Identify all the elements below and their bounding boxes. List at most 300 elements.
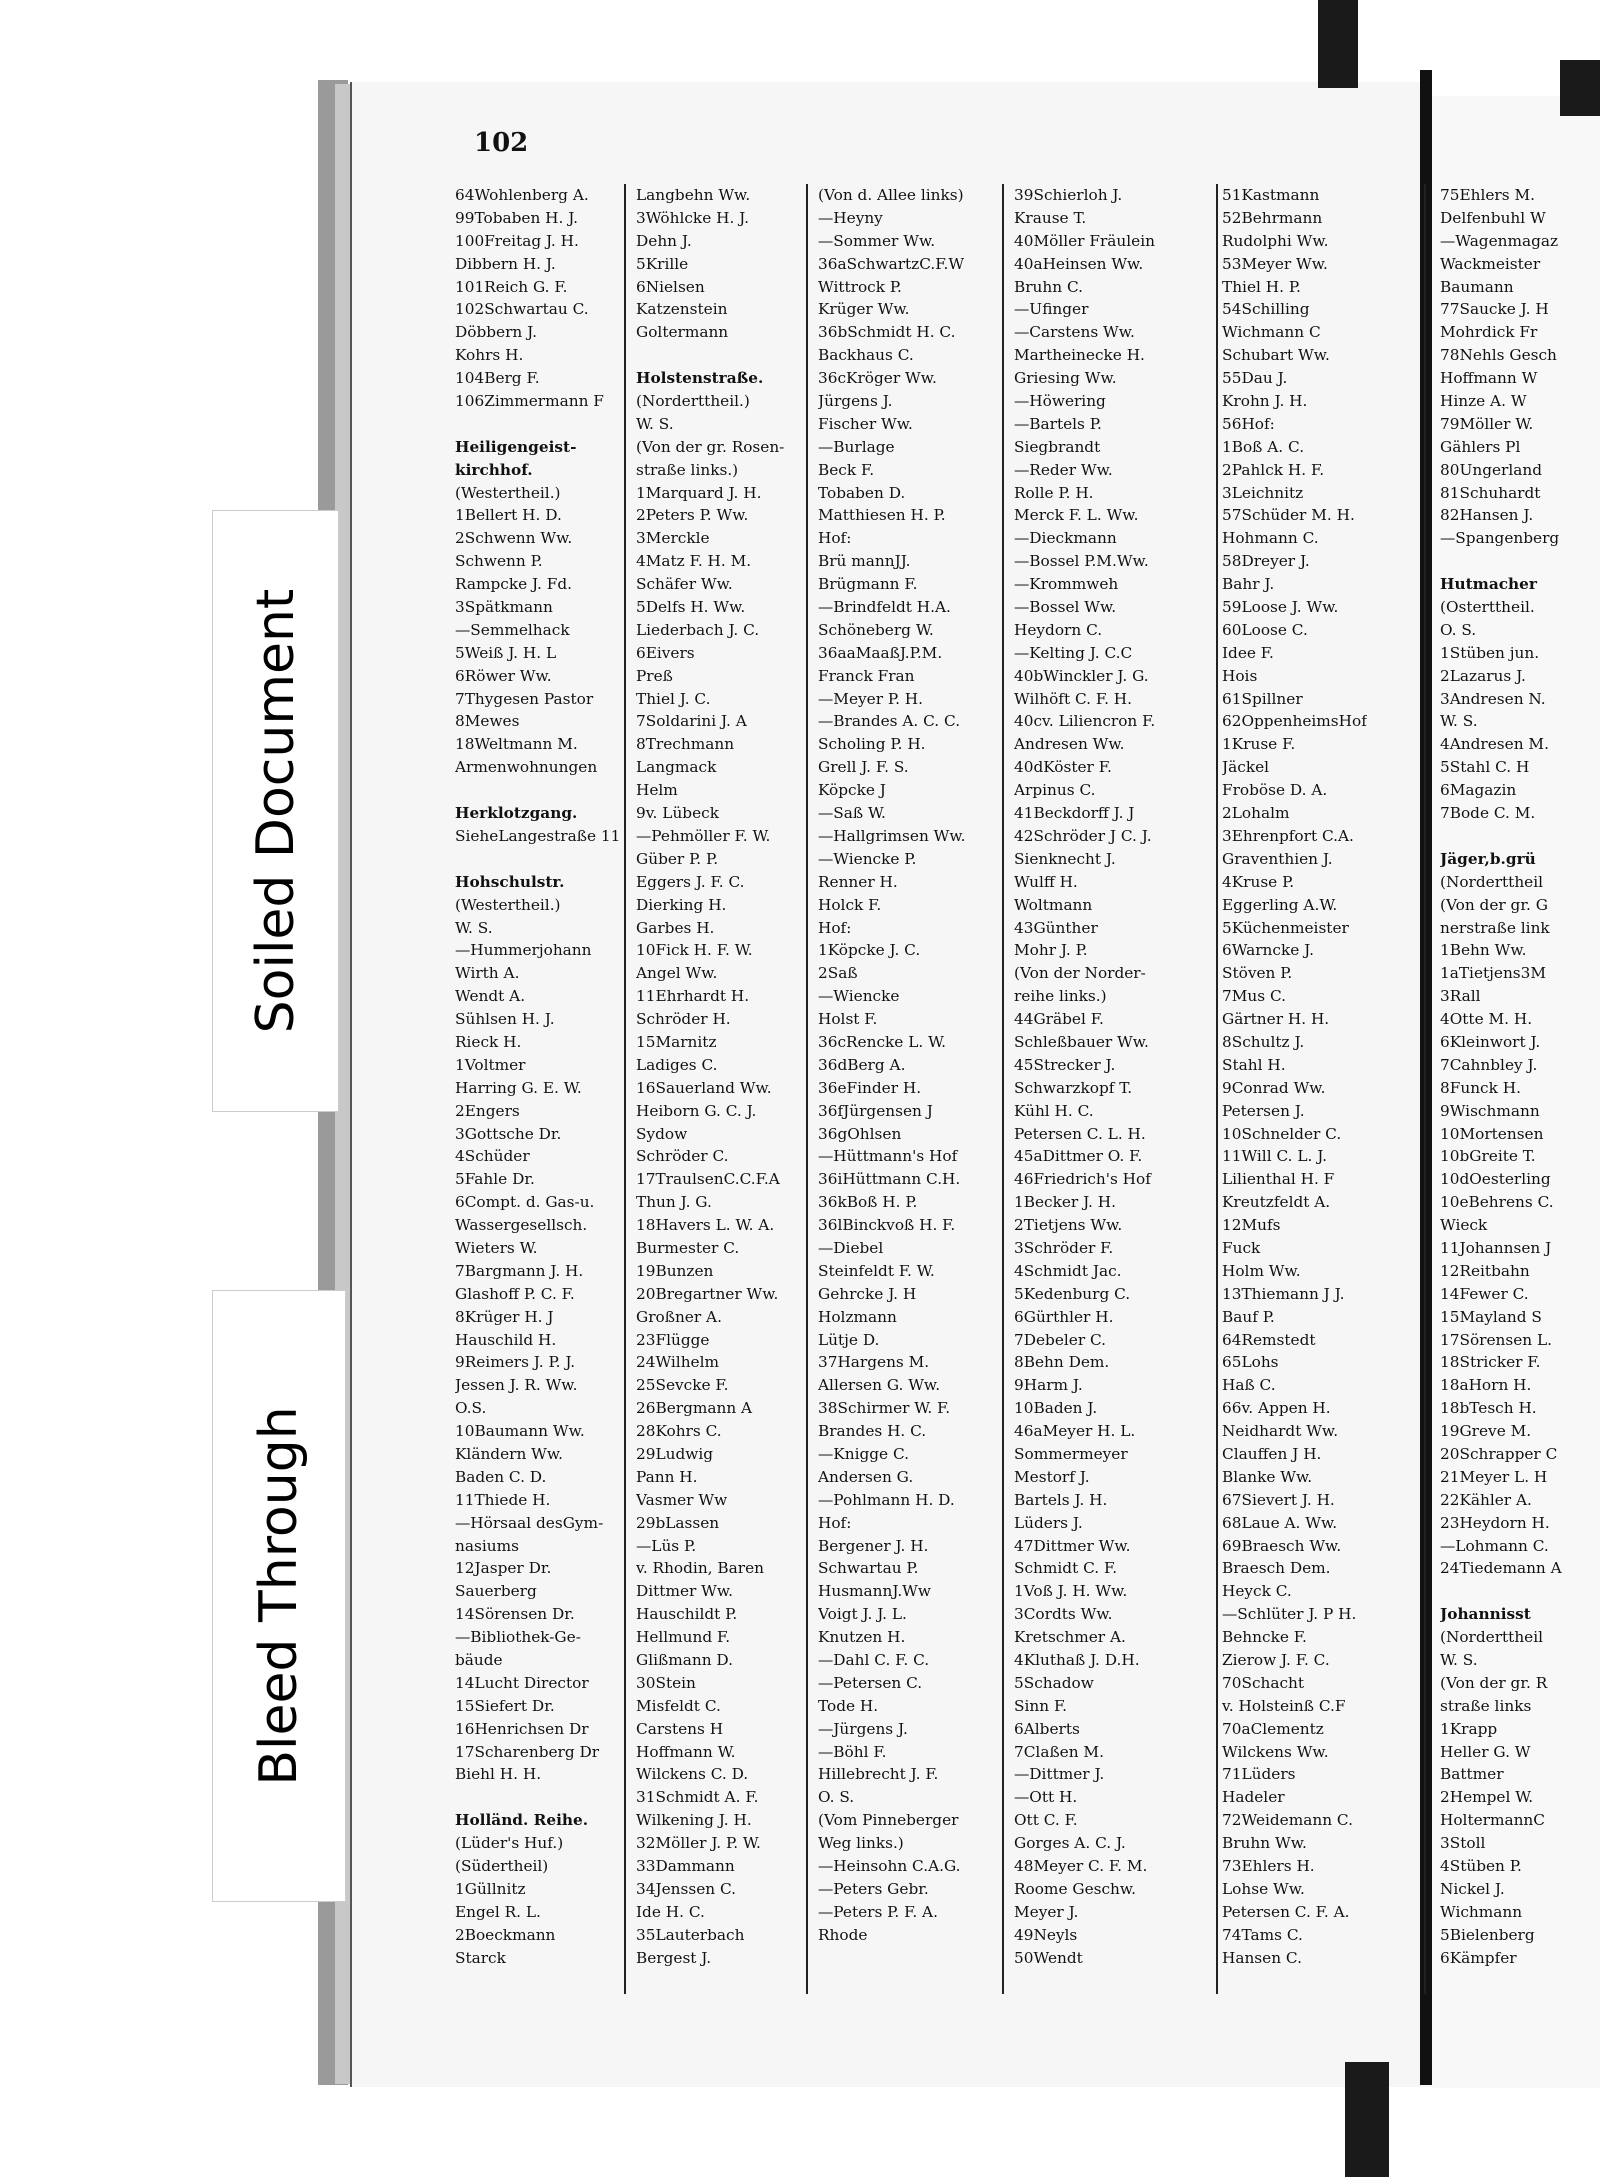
column-rule [624, 184, 626, 1994]
directory-line: Rieck H. [455, 1032, 522, 1051]
directory-line: 19Bunzen [636, 1261, 714, 1280]
directory-line: 1Kruse F. [1222, 735, 1296, 754]
directory-line: Nickel J. [1440, 1879, 1505, 1898]
directory-line: 3Stoll [1440, 1834, 1486, 1853]
directory-line: 18Weltmann M. [455, 735, 578, 754]
directory-line: 36bSchmidt H. C. [818, 323, 956, 342]
directory-line: 11Thiede H. [455, 1490, 551, 1509]
directory-line: Güber P. P. [636, 849, 719, 868]
directory-line: 57Schüder M. H. [1222, 506, 1355, 525]
directory-line: Dehn J. [636, 231, 692, 250]
directory-line: 77Saucke J. H [1440, 300, 1549, 319]
directory-line: 6Röwer Ww. [455, 666, 552, 685]
directory-line: 45aDittmer O. F. [1014, 1147, 1143, 1166]
directory-line: 1Stüben jun. [1440, 643, 1540, 662]
directory-line: Mestorf J. [1014, 1467, 1090, 1486]
directory-line: 18Havers L. W. A. [636, 1216, 775, 1235]
directory-line: —Reder Ww. [1014, 460, 1113, 479]
directory-line: Wieck [1440, 1216, 1488, 1235]
directory-line: 2Boeckmann [455, 1925, 556, 1944]
directory-line: 35Lauterbach [636, 1925, 745, 1944]
directory-line: 9Conrad Ww. [1222, 1078, 1326, 1097]
directory-line: Glißmann D. [636, 1651, 733, 1669]
directory-line: —Bibliothek-Ge- [455, 1628, 581, 1647]
directory-line: Starck [455, 1948, 506, 1967]
directory-line: 40dKöster F. [1014, 758, 1112, 777]
directory-line: Clauffen J H. [1222, 1444, 1322, 1463]
directory-line: 44Gräbel F. [1014, 1010, 1104, 1029]
directory-line: 36aaMaaßJ.P.M. [818, 643, 943, 662]
directory-line: —Pehmöller F. W. [636, 826, 771, 845]
directory-line: Brü mannJJ. [818, 552, 911, 571]
directory-line: —Ott H. [1014, 1788, 1078, 1807]
directory-line: Hinze A. W [1440, 392, 1527, 411]
directory-line: 102Schwartau C. [455, 300, 589, 319]
directory-line: 1Bellert H. D. [455, 506, 562, 525]
directory-line: 73Ehlers H. [1222, 1857, 1315, 1876]
directory-line: 2Peters P. Ww. [636, 506, 749, 525]
directory-line: Woltmann [1014, 895, 1093, 914]
directory-line: Biehl H. H. [455, 1765, 542, 1784]
directory-line: Wilckens Ww. [1222, 1742, 1329, 1761]
directory-line: 6Magazin [1440, 781, 1517, 800]
directory-line: Preß [636, 666, 673, 685]
directory-line: Holck F. [818, 895, 882, 914]
directory-line: Rolle P. H. [1014, 483, 1094, 502]
directory-line: Engel R. L. [455, 1902, 541, 1921]
directory-line: Hof: [818, 1513, 852, 1532]
directory-line: 4Kluthaß J. D.H. [1014, 1651, 1140, 1669]
directory-line: 24Tiedemann A [1440, 1559, 1562, 1578]
directory-line [455, 413, 620, 436]
directory-line: 3Spätkmann [455, 598, 553, 617]
directory-line: Rudolphi Ww. [1222, 231, 1329, 250]
directory-line: 11Ehrhardt H. [636, 987, 750, 1006]
bleed-through-text: Bleed Through [249, 1406, 309, 1786]
directory-line: Scholing P. H. [818, 735, 926, 754]
directory-line: Ladiges C. [636, 1055, 718, 1074]
directory-line: nerstraße link [1440, 918, 1550, 937]
directory-line: 64Wohlenberg A. [455, 186, 589, 204]
directory-line: Hof: [818, 918, 852, 937]
directory-line: 104Berg F. [455, 369, 540, 388]
directory-line: Hoffmann W. [636, 1742, 736, 1761]
directory-line: 1Boß A. C. [1222, 437, 1305, 456]
directory-line: Gählers Pl [1440, 437, 1521, 456]
directory-line: Petersen C. F. A. [1222, 1902, 1350, 1921]
directory-line: Ott C. F. [1014, 1811, 1078, 1830]
directory-line: 2Schwenn Ww. [455, 529, 573, 548]
directory-line: Heller G. W [1440, 1742, 1531, 1761]
directory-line: —Hallgrimsen Ww. [818, 826, 966, 845]
directory-line: Misfeldt C. [636, 1696, 721, 1715]
directory-line: 7Bargmann J. H. [455, 1261, 584, 1280]
directory-line: 26Bergmann A [636, 1399, 753, 1418]
directory-line: 4Otte M. H. [1440, 1010, 1533, 1029]
directory-line: Hansen C. [1222, 1948, 1302, 1967]
directory-line: Johannisst [1440, 1605, 1531, 1624]
directory-line: 10Fick H. F. W. [636, 941, 753, 960]
directory-line: 30Stein [636, 1673, 696, 1692]
column-rule [1002, 184, 1004, 1994]
directory-line: 10Mortensen [1440, 1124, 1544, 1143]
directory-line: Sauerberg [455, 1582, 537, 1601]
directory-line: Jessen J. R. Ww. [455, 1376, 578, 1395]
directory-line: 59Loose J. Ww. [1222, 598, 1339, 617]
directory-line: 40bWinckler J. G. [1014, 666, 1149, 685]
directory-line: —Spangenberg [1440, 529, 1560, 548]
directory-line: Hadeler [1222, 1788, 1285, 1807]
directory-line: 2Pahlck H. F. [1222, 460, 1325, 479]
directory-line: Sinn F. [1014, 1696, 1068, 1715]
directory-line: 66v. Appen H. [1222, 1399, 1331, 1418]
directory-line: Schöneberg W. [818, 620, 934, 639]
directory-line: —Burlage [818, 437, 895, 456]
directory-line: —Sommer Ww. [818, 231, 936, 250]
directory-line: 28Kohrs C. [636, 1422, 722, 1441]
directory-line: 14Sörensen Dr. [455, 1605, 575, 1624]
directory-line: Wittrock P. [818, 277, 902, 296]
directory-line: 40Möller Fräulein [1014, 231, 1155, 250]
column-rule [1216, 184, 1218, 1994]
directory-line: 1Voß J. H. Ww. [1014, 1582, 1128, 1601]
directory-line: (Von der gr. R [1440, 1673, 1548, 1692]
directory-line: 5Bielenberg [1440, 1925, 1535, 1944]
directory-line: 8Krüger H. J [455, 1307, 554, 1326]
directory-line: 8Mewes [455, 712, 520, 731]
directory-line: 5Delfs H. Ww. [636, 598, 746, 617]
directory-line: —Lohmann C. [1440, 1536, 1549, 1555]
directory-line: —Diebel [818, 1238, 884, 1257]
directory-line: Wackmeister [1440, 254, 1541, 273]
directory-line: Glashoff P. C. F. [455, 1284, 575, 1303]
directory-line: 5Kedenburg C. [1014, 1284, 1131, 1303]
directory-line: Andersen G. [818, 1467, 914, 1486]
directory-line: Andresen Ww. [1014, 735, 1125, 754]
directory-line: 5Küchenmeister [1222, 918, 1349, 937]
directory-line: 55Dau J. [1222, 369, 1288, 388]
directory-line: 2Lazarus J. [1440, 666, 1526, 685]
directory-line: Tobaben D. [818, 483, 906, 502]
directory-line: Mohrdick Fr [1440, 323, 1538, 342]
directory-line: 36eFinder H. [818, 1078, 922, 1097]
directory-line: 54Schilling [1222, 300, 1310, 319]
directory-line: Knutzen H. [818, 1628, 906, 1647]
directory-line: 2Engers [455, 1101, 520, 1120]
directory-line: 29Ludwig [636, 1444, 714, 1463]
directory-line: Steinfeldt F. W. [818, 1261, 935, 1280]
directory-line: Wichmann [1440, 1902, 1523, 1921]
directory-line: 56Hof: [1222, 414, 1275, 433]
directory-line: 53Meyer Ww. [1222, 254, 1328, 273]
directory-line: Zierow J. F. C. [1222, 1651, 1330, 1669]
directory-line: 7Cahnbley J. [1440, 1055, 1538, 1074]
directory-line: Hauschild H. [455, 1330, 557, 1349]
directory-line: 1aTietjens3M [1440, 964, 1547, 983]
directory-line: Gärtner H. H. [1222, 1010, 1330, 1029]
directory-line: 81Schuhardt [1440, 483, 1541, 502]
directory-line: 9Reimers J. P. J. [455, 1353, 576, 1372]
directory-line: Wirth A. [455, 964, 520, 983]
directory-line [1440, 825, 1562, 848]
directory-line: Herklotzgang. [455, 804, 578, 823]
directory-line: 3Rall [1440, 987, 1481, 1006]
directory-line: 18Stricker F. [1440, 1353, 1541, 1372]
directory-line: (Von der gr. G [1440, 895, 1548, 914]
directory-line: 39Schierloh J. [1014, 186, 1123, 204]
directory-line: Armenwohnungen [455, 758, 598, 777]
directory-line: 2Lohalm [1222, 804, 1290, 823]
directory-line: 9v. Lübeck [636, 804, 719, 823]
directory-line: 5Stahl C. H [1440, 758, 1530, 777]
directory-line: Idee F. [1222, 643, 1274, 662]
directory-line: 10Baden J. [1014, 1399, 1098, 1418]
directory-line: 5Krille [636, 254, 689, 273]
directory-line: 7Soldarini J. A [636, 712, 747, 731]
directory-line: 7Bode C. M. [1440, 804, 1536, 823]
directory-line: 42Schröder J C. J. [1014, 826, 1152, 845]
directory-line: straße links.) [636, 460, 739, 479]
directory-line: 7Debeler C. [1014, 1330, 1107, 1349]
directory-line: 41Beckdorff J. J [1014, 804, 1135, 823]
directory-line: 15Marnitz [636, 1032, 717, 1051]
column-rule [1424, 184, 1426, 1994]
directory-line: 99Tobaben H. J. [455, 208, 579, 227]
directory-line: Schwartau P. [818, 1559, 919, 1578]
directory-line: Bahr J. [1222, 575, 1275, 594]
directory-line: 3Merckle [636, 529, 710, 548]
directory-line: —Höwering [1014, 392, 1106, 411]
directory-line: Wilkening J. H. [636, 1811, 752, 1830]
directory-line: 32Möller J. P. W. [636, 1834, 761, 1853]
directory-line: Holstenstraße. [636, 369, 764, 388]
directory-line: 62OppenheimsHof [1222, 712, 1367, 731]
directory-line: 3Gottsche Dr. [455, 1124, 562, 1143]
directory-line: O.S. [455, 1399, 487, 1418]
directory-line: 36dBerg A. [818, 1055, 906, 1074]
directory-line: 6Eivers [636, 643, 695, 662]
directory-line: —Bartels P. [1014, 414, 1102, 433]
directory-line: 10eBehrens C. [1440, 1193, 1554, 1212]
directory-line: 31Schmidt A. F. [636, 1788, 759, 1807]
directory-line: 10Baumann Ww. [455, 1422, 585, 1441]
directory-line: (Norderttheil [1440, 1628, 1544, 1647]
directory-line: 24Wilhelm [636, 1353, 720, 1372]
directory-line: 4Matz F. H. M. [636, 552, 752, 571]
directory-line: 75Ehlers M. [1440, 186, 1535, 204]
column-rule [806, 184, 808, 1994]
directory-line: 4Schmidt Jac. [1014, 1261, 1122, 1280]
directory-line: 36fJürgensen J [818, 1101, 933, 1120]
directory-line: 1Güllnitz [455, 1879, 526, 1898]
directory-line: nasiums [455, 1536, 519, 1555]
directory-line: 33Dammann [636, 1857, 735, 1876]
directory-line: 101Reich G. F. [455, 277, 568, 296]
directory-line: Battmer [1440, 1765, 1504, 1784]
directory-line: O. S. [1440, 620, 1477, 639]
directory-line: Holst F. [818, 1010, 878, 1029]
directory-line: —Hummerjohann [455, 941, 592, 960]
directory-line: Hoffmann W [1440, 369, 1538, 388]
soiled-document-text: Soiled Document [245, 588, 306, 1034]
directory-line: Hauschildt P. [636, 1605, 738, 1624]
directory-line: Fuck [1222, 1238, 1261, 1257]
directory-line: 70aClementz [1222, 1719, 1324, 1738]
directory-line: Hillebrecht J. F. [818, 1765, 939, 1784]
directory-line: Gorges A. C. J. [1014, 1834, 1126, 1853]
directory-line: 7Mus C. [1222, 987, 1286, 1006]
directory-line: 22Kähler A. [1440, 1490, 1532, 1509]
directory-line: Bruhn Ww. [1222, 1834, 1307, 1853]
directory-line: Helm [636, 781, 678, 800]
directory-line: Kretschmer A. [1014, 1628, 1126, 1647]
directory-column-6 [1440, 184, 1562, 1969]
directory-line: Wichmann C [1222, 323, 1321, 342]
directory-line: Angel Ww. [636, 964, 718, 983]
directory-line: (Vom Pinneberger [818, 1811, 959, 1830]
directory-line: 69Braesch Ww. [1222, 1536, 1342, 1555]
directory-line: Grell J. F. S. [818, 758, 909, 777]
directory-line: 6Kleinwort J. [1440, 1032, 1541, 1051]
directory-line: 4Schüder [455, 1147, 530, 1166]
directory-line: 3Wöhlcke H. J. [636, 208, 749, 227]
directory-line: 36cRencke L. W. [818, 1032, 946, 1051]
directory-line: Ide H. C. [636, 1902, 705, 1921]
directory-line: 8Schultz J. [1222, 1032, 1305, 1051]
directory-line: 7Claßen M. [1014, 1742, 1104, 1761]
directory-line: 8Funck H. [1440, 1078, 1521, 1097]
directory-line: 47Dittmer Ww. [1014, 1536, 1131, 1555]
directory-line: —Heinsohn C.A.G. [818, 1857, 961, 1876]
directory-line: Graventhien J. [1222, 849, 1333, 868]
directory-line [636, 344, 784, 367]
directory-line: Kühl H. C. [1014, 1101, 1094, 1120]
directory-line: (Westertheil.) [455, 895, 561, 914]
directory-line: Jäger,b.grü [1440, 849, 1536, 868]
directory-line: Sienknecht J. [1014, 849, 1116, 868]
directory-line: 6Kämpfer [1440, 1948, 1517, 1967]
directory-line: Weg links.) [818, 1834, 904, 1853]
directory-line: Voigt J. J. L. [818, 1605, 907, 1624]
directory-line: Schwarzkopf T. [1014, 1078, 1133, 1097]
directory-line: (Südertheil) [455, 1857, 549, 1876]
directory-line: Rhode [818, 1925, 868, 1944]
directory-line: Griesing Ww. [1014, 369, 1117, 388]
directory-line: 17Scharenberg Dr [455, 1742, 600, 1761]
directory-line: Merck F. L. Ww. [1014, 506, 1139, 525]
directory-line [1440, 1580, 1562, 1603]
directory-line: Delfenbuhl W [1440, 208, 1546, 227]
directory-line: Petersen J. [1222, 1101, 1305, 1120]
directory-line: 6Warncke J. [1222, 941, 1314, 960]
directory-line: 5Schadow [1014, 1673, 1094, 1692]
directory-line: 19Greve M. [1440, 1422, 1532, 1441]
directory-line: Eggers J. F. C. [636, 872, 745, 891]
directory-line: 3Leichnitz [1222, 483, 1304, 502]
directory-line: 7Thygesen Pastor [455, 689, 594, 708]
directory-line: 10Schnelder C. [1222, 1124, 1342, 1143]
directory-column-5 [1222, 184, 1367, 1969]
directory-line: Hois [1222, 666, 1258, 685]
directory-line: Sühlsen H. J. [455, 1010, 555, 1029]
directory-line: W. S. [636, 414, 674, 433]
directory-line: 60Loose C. [1222, 620, 1308, 639]
directory-line: (Lüder's Huf.) [455, 1834, 564, 1853]
directory-line: Thiel J. C. [636, 689, 711, 708]
directory-line: 15Siefert Dr. [455, 1696, 555, 1715]
directory-line: kirchhof. [455, 460, 533, 479]
directory-line: Thun J. G. [636, 1193, 712, 1212]
directory-line: 4Stüben P. [1440, 1857, 1522, 1876]
directory-line: 6Gürthler H. [1014, 1307, 1114, 1326]
directory-line: Lütje D. [818, 1330, 880, 1349]
directory-line: Holzmann [818, 1307, 897, 1326]
directory-line: Roome Geschw. [1014, 1879, 1137, 1898]
directory-line: 100Freitag J. H. [455, 231, 579, 250]
directory-line: Hellmund F. [636, 1628, 731, 1647]
directory-line: —Heyny [818, 208, 883, 227]
directory-line: Dittmer Ww. [636, 1582, 734, 1601]
soiled-document-label [212, 510, 339, 1112]
directory-line: Rampcke J. Fd. [455, 575, 572, 594]
directory-line: Liederbach J. C. [636, 620, 760, 639]
directory-line: 17Sörensen L. [1440, 1330, 1553, 1349]
directory-line: Mohr J. P. [1014, 941, 1088, 960]
index-tab-right [1560, 60, 1600, 116]
directory-line: (Von der Norder- [1014, 964, 1146, 983]
directory-line: Martheinecke H. [1014, 346, 1145, 365]
directory-line: 36iHüttmann C.H. [818, 1170, 961, 1189]
directory-line: Bergener J. H. [818, 1536, 929, 1555]
directory-line: —Saß W. [818, 804, 886, 823]
directory-line: Hutmacher [1440, 575, 1537, 594]
directory-line: 74Tams C. [1222, 1925, 1303, 1944]
directory-line: 36kBoß H. P. [818, 1193, 918, 1212]
directory-line: Dierking H. [636, 895, 727, 914]
directory-line: 46aMeyer H. L. [1014, 1422, 1136, 1441]
directory-line: —Wiencke [818, 987, 900, 1006]
directory-line: 29bLassen [636, 1513, 720, 1532]
directory-line: bäude [455, 1651, 503, 1669]
directory-line: 1Krapp [1440, 1719, 1498, 1738]
directory-line: 36aSchwartzC.F.W [818, 254, 965, 273]
directory-line: Döbbern J. [455, 323, 537, 342]
directory-line: Eggerling A.W. [1222, 895, 1338, 914]
directory-line: Langbehn Ww. [636, 186, 751, 204]
directory-line: Goltermann [636, 323, 729, 342]
directory-line: —Kelting J. C.C [1014, 643, 1133, 662]
directory-line: 20Schrapper C [1440, 1444, 1558, 1463]
directory-line: —Carstens Ww. [1014, 323, 1135, 342]
directory-line: 23Heydorn H. [1440, 1513, 1550, 1532]
directory-line: 11Will C. L. J. [1222, 1147, 1328, 1166]
directory-line: 18aHorn H. [1440, 1376, 1532, 1395]
directory-line: 82Hansen J. [1440, 506, 1534, 525]
directory-line: (Westertheil.) [455, 483, 561, 502]
directory-line: 70Schacht [1222, 1673, 1305, 1692]
directory-line: (Von der gr. Rosen- [636, 437, 785, 456]
directory-line: —Petersen C. [818, 1673, 923, 1692]
directory-line: Krohn J. H. [1222, 392, 1308, 411]
directory-line: (Norderttheil.) [636, 392, 750, 411]
directory-line: Krüger Ww. [818, 300, 910, 319]
directory-line: 51Kastmann [1222, 186, 1320, 204]
directory-line: straße links [1440, 1696, 1532, 1715]
directory-line: 67Sievert J. H. [1222, 1490, 1335, 1509]
directory-line: 36gOhlsen [818, 1124, 902, 1143]
directory-line: —Hörsaal desGym- [455, 1513, 604, 1532]
directory-line: Thiel H. P. [1222, 277, 1301, 296]
